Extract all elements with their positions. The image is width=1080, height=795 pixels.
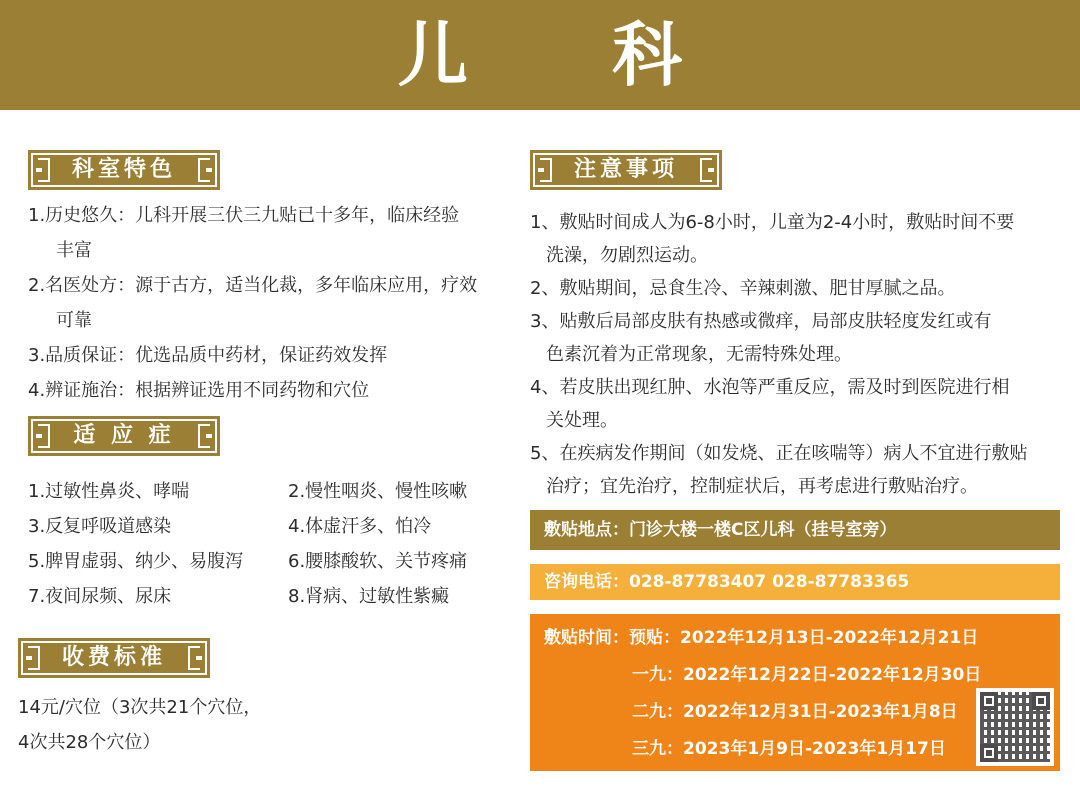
note-line: 4、若皮肤出现红肿、水泡等严重反应，需及时到医院进行相	[530, 377, 1010, 398]
page-title: 儿 科	[397, 14, 743, 96]
indications-heading	[28, 416, 220, 456]
feature-line: 3.品质保证：优选品质中药材，保证药效发挥	[28, 345, 388, 366]
indication-item: 7.夜间尿频、尿床	[28, 586, 172, 607]
feature-line: 2.名医处方：源于古方，适当化裁，多年临床应用，疗效	[28, 275, 478, 296]
features-heading-text: 科室特色	[71, 157, 176, 182]
ornament-icon	[540, 158, 552, 182]
qr-finder	[980, 692, 998, 710]
note-line: 2、敷贴期间，忌食生冷、辛辣刺激、肥甘厚腻之品。	[530, 278, 956, 299]
indication-item: 1.过敏性鼻炎、哮喘	[28, 481, 190, 502]
notes-heading	[530, 150, 722, 190]
schedule-row: 一九：2022年12月22日-2022年12月30日	[632, 665, 982, 685]
note-line: 色素沉着为正常现象，无需特殊处理。	[546, 344, 852, 365]
feature-line: 可靠	[56, 310, 92, 331]
note-line: 1、敷贴时间成人为6-8小时，儿童为2-4小时，敷贴时间不要	[530, 212, 1015, 233]
ornament-icon	[38, 424, 50, 448]
indication-item: 5.脾胃虚弱、纳少、易腹泻	[28, 551, 244, 572]
features-heading	[28, 150, 220, 190]
note-line: 3、贴敷后局部皮肤有热感或微痒，局部皮肤轻度发红或有	[530, 311, 992, 332]
feature-line: 1.历史悠久：儿科开展三伏三九贴已十多年，临床经验	[28, 205, 460, 226]
note-line: 洗澡，勿剧烈运动。	[546, 245, 708, 266]
note-line: 关处理。	[546, 410, 618, 431]
ornament-icon	[38, 158, 50, 182]
qr-code-pattern	[980, 692, 1050, 762]
ornament-icon	[28, 646, 40, 670]
fees-heading-text: 收费标准	[61, 645, 166, 670]
qr-finder	[980, 744, 998, 762]
ornament-icon	[198, 158, 210, 182]
feature-line: 丰富	[56, 240, 92, 261]
fee-line: 14元/穴位（3次共21个穴位，	[18, 697, 262, 718]
fee-line: 4次共28个穴位）	[18, 732, 161, 753]
note-line: 5、在疾病发作期间（如发烧、正在咳喘等）病人不宜进行敷贴	[530, 443, 1028, 464]
schedule-row: 二九：2022年12月31日-2023年1月8日	[632, 702, 958, 722]
indication-item: 6.腰膝酸软、关节疼痛	[288, 551, 468, 572]
schedule-row: 敷贴时间：预贴：2022年12月13日-2022年12月21日	[544, 628, 979, 648]
schedule-row: 三九：2023年1月9日-2023年1月17日	[632, 739, 946, 759]
ornament-icon	[198, 424, 210, 448]
ornament-icon	[188, 646, 200, 670]
indication-item: 4.体虚汗多、怕冷	[288, 516, 432, 537]
indication-item: 3.反复呼吸道感染	[28, 516, 172, 537]
qr-finder	[1032, 692, 1050, 710]
qr-code-icon[interactable]	[976, 688, 1054, 766]
fees-heading	[18, 638, 210, 678]
location-bar: 敷贴地点：门诊大楼一楼C区儿科（挂号室旁）	[530, 510, 1060, 550]
indications-heading-text: 适 应 症	[73, 423, 175, 448]
ornament-icon	[700, 158, 712, 182]
phone-bar: 咨询电话：028-87783407 028-87783365	[530, 564, 1060, 600]
feature-line: 4.辨证施治：根据辨证选用不同药物和穴位	[28, 380, 370, 401]
indication-item: 8.肾病、过敏性紫癜	[288, 586, 450, 607]
indication-item: 2.慢性咽炎、慢性咳嗽	[288, 481, 468, 502]
note-line: 治疗；宜先治疗，控制症状后，再考虑进行敷贴治疗。	[546, 476, 978, 497]
notes-heading-text: 注意事项	[573, 157, 678, 182]
